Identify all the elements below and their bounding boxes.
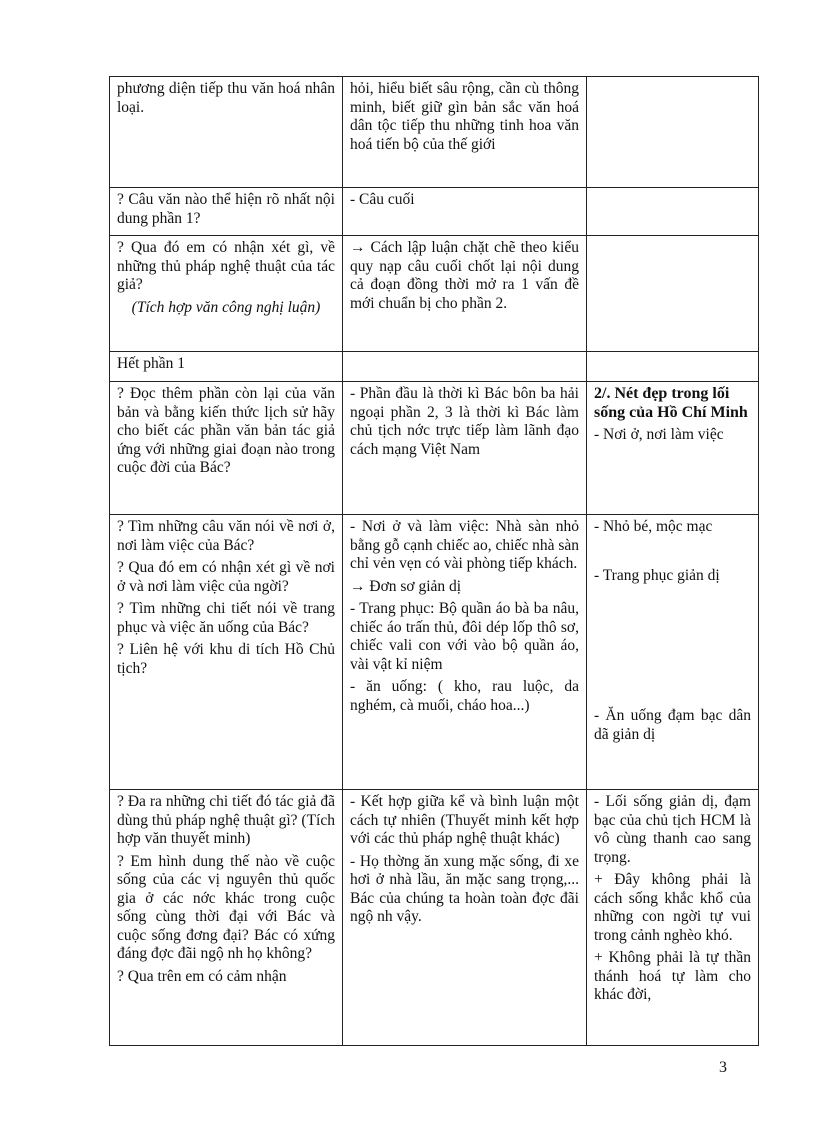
notes-cell [587,236,759,352]
cell-text: - Ăn uống đạm bạc dân dã giản dị [594,707,751,743]
spacer [594,541,751,567]
activity-cell [110,77,343,188]
notes-cell [587,790,759,1046]
cell-text: - Họ thờng ăn xung mặc sống, đi xe hơi ở nhà lầu, ăn mặc sang trọng,... Bác của chúng ta hoàn toàn đợc đãi ngộ nh vậy. [350,852,579,925]
spacer [594,589,751,707]
activity-cell [110,382,343,515]
notes-cell [587,382,759,515]
notes-cell [587,515,759,790]
content-cell [343,352,587,382]
table-row [110,352,759,382]
table-row [110,790,759,1046]
cell-text: ? Đọc thêm phần còn lại của văn bản và bằng kiến thức lịch sử hãy cho biết các phần văn bản tác giả ứng với những giai đoạn nào trong cuộc đời của Bác? [117,385,335,476]
cell-text: ? Tìm những chi tiết nói về trang phục và việc ăn uống của Bác? [117,600,335,636]
cell-text: ? Tìm những câu văn nói về nơi ở, nơi làm việc của Bác? [117,518,335,554]
cell-text: ? Câu văn nào thể hiện rõ nhất nội dung phần 1? [117,191,335,227]
cell-text: phương diện tiếp thu văn hoá nhân loại. [117,80,335,116]
cell-text: → Đơn sơ giản dị [350,577,462,595]
section-heading: 2/. Nét đẹp trong lối sống của Hồ Chí Minh [594,385,748,421]
activity-cell [110,236,343,352]
activity-cell [110,790,343,1046]
cell-text: - Lối sống giản dị, đạm bạc của chủ tịch HCM là vô cùng thanh cao sang trọng. [594,793,751,866]
integration-note: (Tích hợp văn công nghị luận) [131,298,321,316]
table-row [110,382,759,515]
cell-text: ? Qua trên em có cảm nhận [117,967,287,985]
content-cell [343,790,587,1046]
cell-text: - Trang phục giản dị [594,566,720,584]
cell-text: - Kết hợp giữa kể và bình luận một cách tự nhiên (Thuyết minh kết hợp với các thủ pháp nghệ thuật khác) [350,793,579,847]
cell-text: - Nhỏ bé, mộc mạc [594,518,713,535]
cell-text: + Đây không phải là cách sống khắc khổ của những con ngời tự vui trong cảnh nghèo khó. [594,871,751,944]
table-row [110,188,759,236]
cell-text: → Cách lập luận chặt chẽ theo kiểu quy nạp câu cuối chốt lại nội dung cả đoạn đồng thời mở ra 1 vấn đề mới chuẩn bị cho phần 2. [350,239,579,312]
content-cell [343,515,587,790]
table-row [110,236,759,352]
content-cell [343,188,587,236]
cell-text: - Trang phục: Bộ quần áo bà ba nâu, chiếc áo trấn thủ, đôi dép lốp thô sơ, chiếc vali con với vào bộ quần áo, vài vật kỉ niệm [350,600,579,673]
table-row [110,515,759,790]
cell-text: Hết phần 1 [117,355,186,372]
cell-text: hỏi, hiểu biết sâu rộng, cần cù thông minh, biết giữ gìn bản sắc văn hoá dân tộc tiếp thu những tinh hoa văn hoá tiến bộ của thế giới [350,80,579,153]
cell-text: ? Qua đó em có nhận xét gì về nơi ở và nơi làm việc của ngời? [117,559,335,595]
content-cell [343,77,587,188]
cell-text: - Nơi ở và làm việc: Nhà sàn nhỏ bằng gỗ cạnh chiếc ao, chiếc nhà sàn chỉ vẻn vẹn có vài phòng tiếp khách. [350,518,579,572]
cell-text: ? Liên hệ với khu di tích Hồ Chủ tịch? [117,641,335,677]
activity-cell [110,515,343,790]
activity-cell [110,352,343,382]
cell-text: ? Em hình dung thế nào về cuộc sống của các vị nguyên thủ quốc gia ở các nớc khác trong cuộc sống cùng thời đại với Bác và cuộc sống đơng đại? Bác có xứng đáng đợc đãi ngộ nh họ không? [117,852,335,962]
notes-cell [587,77,759,188]
content-cell [343,382,587,515]
page-number: 3 [719,1059,727,1076]
cell-text: - ăn uống: ( kho, rau luộc, da nghém, cà muối, cháo hoa...) [350,678,579,714]
content-cell [343,236,587,352]
cell-text: - Nơi ở, nơi làm việc [594,426,724,443]
cell-text: ? Qua đó em có nhận xét gì, về những thủ pháp nghệ thuật của tác giả? [117,239,335,293]
cell-text: - Câu cuối [350,191,415,208]
table-row [110,77,759,188]
cell-text: - Phần đầu là thời kì Bác bôn ba hải ngoại phần 2, 3 là thời kì Bác làm chủ tịch nớc trực tiếp làm lãnh đạo cách mạng Việt Nam [350,385,579,458]
activity-cell [110,188,343,236]
lesson-table [109,76,759,1046]
notes-cell [587,352,759,382]
cell-text: ? Đa ra những chi tiết đó tác giả đã dùng thủ pháp nghệ thuật gì? (Tích hợp văn thuyết minh) [117,793,335,847]
cell-text: + Không phải là tự thần thánh hoá tự làm cho khác đời, [594,949,751,1003]
notes-cell [587,188,759,236]
